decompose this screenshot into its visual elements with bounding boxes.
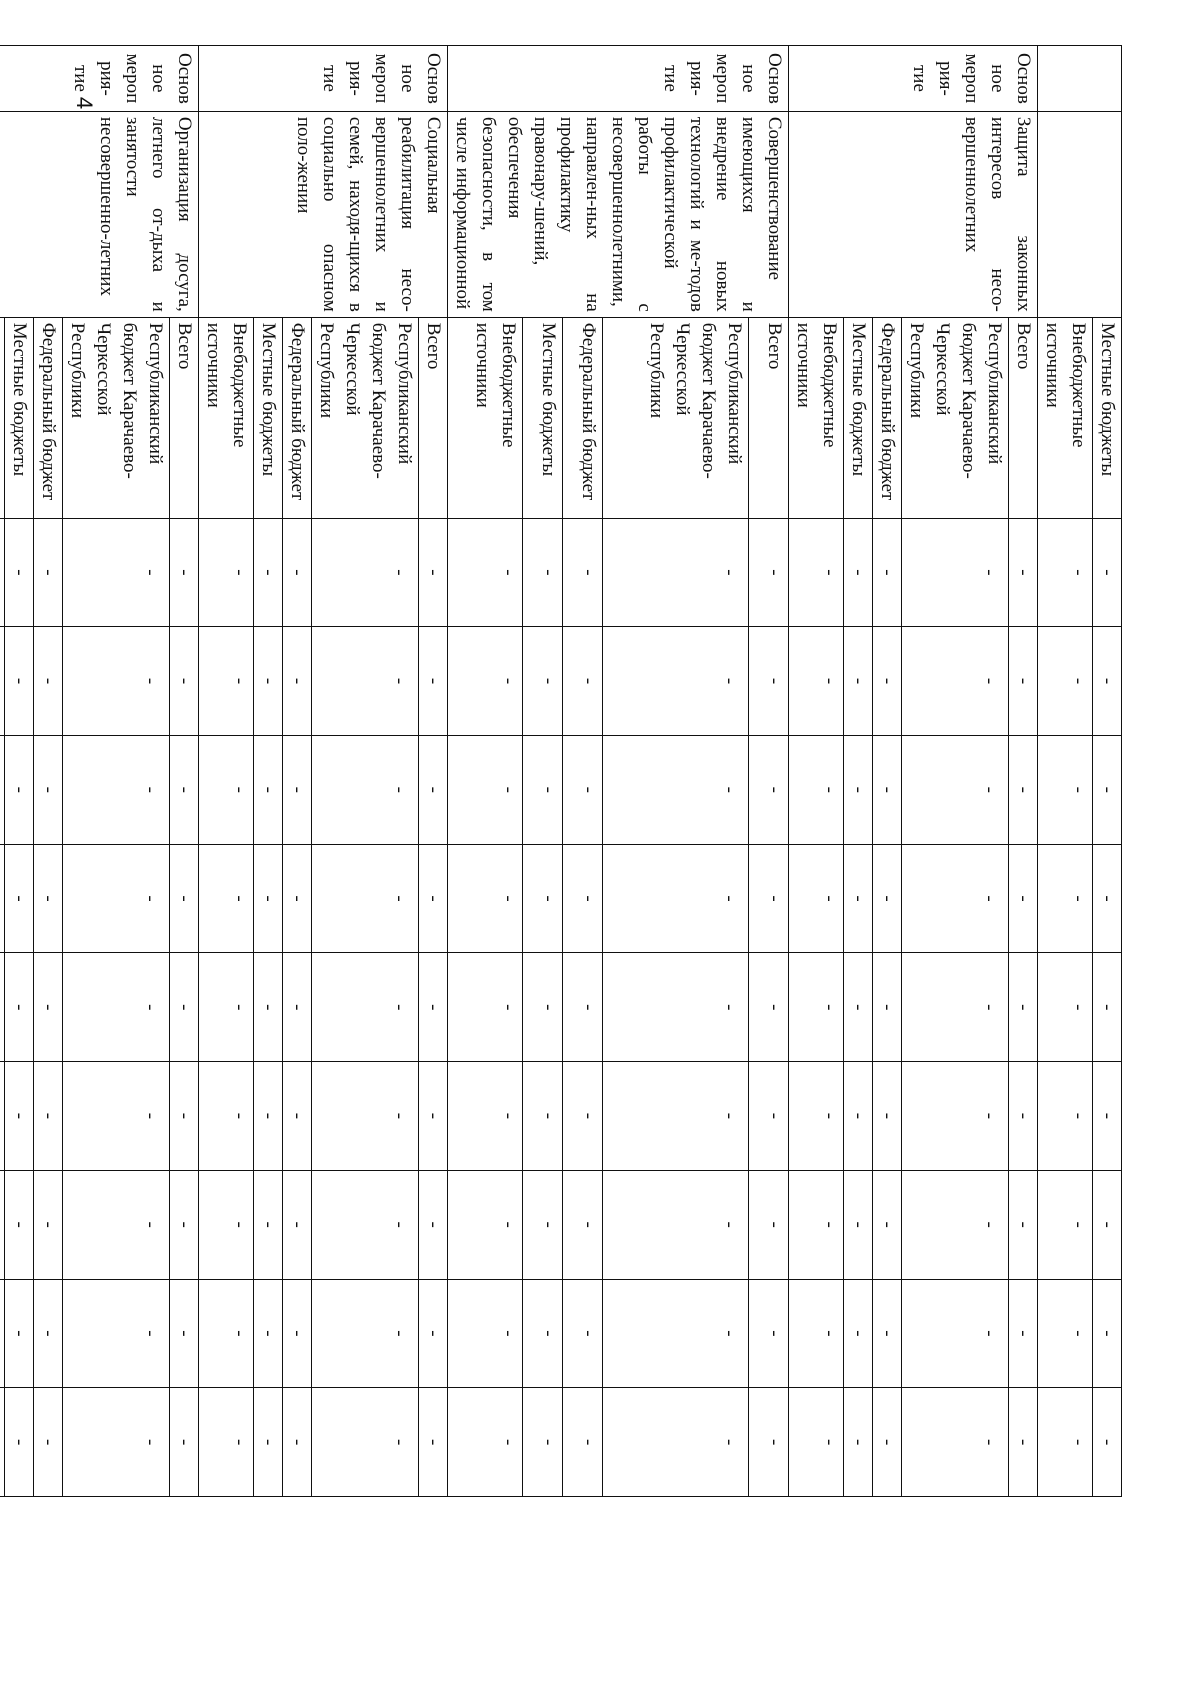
value-cell: -: [312, 844, 419, 953]
value-cell: -: [602, 1170, 749, 1279]
value-cell: -: [902, 1170, 1009, 1279]
value-cell: -: [312, 627, 419, 736]
value-cell: -: [170, 518, 199, 627]
funding-source-cell: Всего: [1009, 317, 1038, 518]
value-cell: -: [5, 735, 34, 844]
value-cell: -: [199, 844, 254, 953]
value-cell: -: [419, 518, 448, 627]
measure-name-cell: Защита законных интересов несо-вершеннолетних: [789, 111, 1038, 317]
value-cell: -: [312, 953, 419, 1062]
value-cell: -: [1009, 1279, 1038, 1388]
value-cell: -: [1093, 1062, 1122, 1171]
value-cell: -: [1038, 1279, 1093, 1388]
value-cell: [0, 627, 5, 736]
value-cell: -: [523, 1388, 563, 1497]
value-cell: -: [1038, 953, 1093, 1062]
value-cell: -: [602, 627, 749, 736]
value-cell: -: [844, 1388, 873, 1497]
measure-name-cell: Социальная реабилитация несо-вершеннолетних и семей, находя-щихся в социально опасном поло-жении: [199, 111, 448, 317]
value-cell: -: [873, 1170, 902, 1279]
value-cell: -: [199, 735, 254, 844]
value-cell: -: [523, 627, 563, 736]
value-cell: -: [902, 735, 1009, 844]
table-row: [170, 46, 199, 1497]
value-cell: -: [789, 627, 844, 736]
value-cell: -: [254, 953, 283, 1062]
value-cell: -: [902, 1388, 1009, 1497]
value-cell: -: [1093, 953, 1122, 1062]
value-cell: -: [5, 953, 34, 1062]
value-cell: -: [1038, 1062, 1093, 1171]
value-cell: -: [749, 627, 789, 736]
value-cell: -: [563, 953, 603, 1062]
value-cell: -: [749, 844, 789, 953]
value-cell: -: [63, 627, 170, 736]
value-cell: -: [789, 1388, 844, 1497]
value-cell: -: [563, 1279, 603, 1388]
value-cell: [0, 844, 5, 953]
value-cell: -: [844, 735, 873, 844]
value-cell: -: [448, 1388, 523, 1497]
funding-source-cell: Федеральный бюджет: [873, 317, 902, 518]
value-cell: -: [602, 1279, 749, 1388]
funding-source-cell: Местные бюджеты: [254, 317, 283, 518]
value-cell: -: [523, 1170, 563, 1279]
value-cell: -: [1038, 844, 1093, 953]
value-cell: -: [199, 1062, 254, 1171]
value-cell: -: [602, 1388, 749, 1497]
value-cell: -: [1093, 627, 1122, 736]
value-cell: -: [749, 1170, 789, 1279]
funding-source-cell: Местные бюджеты: [1093, 317, 1122, 518]
value-cell: -: [602, 844, 749, 953]
value-cell: -: [5, 518, 34, 627]
value-cell: -: [448, 735, 523, 844]
value-cell: [0, 953, 5, 1062]
value-cell: -: [523, 1062, 563, 1171]
value-cell: -: [873, 1279, 902, 1388]
value-cell: -: [902, 1062, 1009, 1171]
value-cell: -: [312, 518, 419, 627]
value-cell: -: [283, 1388, 312, 1497]
value-cell: -: [63, 1062, 170, 1171]
value-cell: [0, 518, 5, 627]
value-cell: -: [5, 1279, 34, 1388]
value-cell: -: [563, 627, 603, 736]
value-cell: -: [789, 735, 844, 844]
value-cell: -: [523, 735, 563, 844]
value-cell: -: [563, 1062, 603, 1171]
value-cell: -: [1093, 1279, 1122, 1388]
value-cell: -: [63, 1170, 170, 1279]
value-cell: -: [199, 953, 254, 1062]
value-cell: -: [749, 1279, 789, 1388]
value-cell: -: [873, 518, 902, 627]
value-cell: -: [602, 518, 749, 627]
value-cell: -: [563, 844, 603, 953]
value-cell: -: [902, 627, 1009, 736]
value-cell: -: [873, 627, 902, 736]
value-cell: -: [448, 844, 523, 953]
table-row: [419, 46, 448, 1497]
value-cell: -: [789, 953, 844, 1062]
measure-type-cell: Основное мероприя-тие: [448, 46, 789, 112]
value-cell: -: [749, 953, 789, 1062]
value-cell: -: [873, 1062, 902, 1171]
value-cell: -: [199, 518, 254, 627]
funding-source-cell: Республиканский бюджет Карачаево-Черкесской Республики: [602, 317, 749, 518]
value-cell: -: [1009, 518, 1038, 627]
measure-type-cell: Основное мероприя-тие: [0, 46, 199, 112]
value-cell: -: [34, 518, 63, 627]
value-cell: [0, 1279, 5, 1388]
value-cell: -: [254, 1062, 283, 1171]
value-cell: -: [844, 844, 873, 953]
value-cell: -: [448, 627, 523, 736]
funding-source-cell: [0, 317, 5, 518]
value-cell: -: [448, 518, 523, 627]
value-cell: -: [873, 1388, 902, 1497]
value-cell: -: [902, 844, 1009, 953]
measure-name-cell: Совершенствование имеющихся и внедрение новых технологий и ме-тодов профилактической работы с несовершеннолетними, направлен-ных на профилактику правонару-шений, обеспечения безопасности, в том числе информационной: [448, 111, 789, 317]
value-cell: -: [283, 1279, 312, 1388]
value-cell: -: [873, 953, 902, 1062]
value-cell: -: [563, 1170, 603, 1279]
value-cell: -: [283, 844, 312, 953]
value-cell: [0, 1170, 5, 1279]
value-cell: -: [170, 844, 199, 953]
value-cell: -: [312, 1279, 419, 1388]
value-cell: -: [199, 1388, 254, 1497]
funding-source-cell: Местные бюджеты: [5, 317, 34, 518]
value-cell: -: [283, 1062, 312, 1171]
value-cell: -: [283, 1170, 312, 1279]
value-cell: -: [602, 1062, 749, 1171]
value-cell: -: [448, 1279, 523, 1388]
value-cell: -: [283, 735, 312, 844]
measure-name-cell: Организация досуга, летнего от-дыха и занятости несовершенно-летних: [0, 111, 199, 317]
value-cell: -: [749, 1388, 789, 1497]
value-cell: -: [749, 518, 789, 627]
value-cell: -: [1009, 844, 1038, 953]
value-cell: -: [5, 1062, 34, 1171]
value-cell: -: [1009, 1170, 1038, 1279]
value-cell: -: [199, 627, 254, 736]
table-row: [1093, 46, 1122, 1497]
value-cell: -: [1009, 627, 1038, 736]
value-cell: -: [789, 844, 844, 953]
value-cell: -: [419, 953, 448, 1062]
continuation-type-cell: [1038, 46, 1122, 112]
value-cell: -: [1093, 735, 1122, 844]
value-cell: -: [523, 1279, 563, 1388]
value-cell: -: [844, 953, 873, 1062]
value-cell: -: [1093, 1388, 1122, 1497]
value-cell: -: [63, 953, 170, 1062]
value-cell: -: [5, 1388, 34, 1497]
value-cell: -: [5, 844, 34, 953]
table-row: [749, 46, 789, 1497]
continuation-name-cell: [1038, 111, 1122, 317]
value-cell: -: [254, 735, 283, 844]
measure-type-cell: Основное мероприя-тие: [789, 46, 1038, 112]
value-cell: -: [1093, 518, 1122, 627]
value-cell: -: [844, 1170, 873, 1279]
value-cell: -: [34, 844, 63, 953]
value-cell: -: [63, 1388, 170, 1497]
value-cell: -: [448, 1062, 523, 1171]
value-cell: -: [34, 1388, 63, 1497]
funding-source-cell: Республиканский бюджет Карачаево-Черкесской Республики: [312, 317, 419, 518]
value-cell: -: [602, 735, 749, 844]
value-cell: -: [34, 627, 63, 736]
value-cell: -: [789, 1170, 844, 1279]
funding-source-cell: Всего: [170, 317, 199, 518]
rotated-table-container: [9, 45, 1122, 1497]
value-cell: -: [419, 844, 448, 953]
funding-source-cell: Внебюджетные источники: [199, 317, 254, 518]
measure-type-cell: Основное мероприя-тие: [199, 46, 448, 112]
value-cell: -: [199, 1170, 254, 1279]
value-cell: -: [34, 1170, 63, 1279]
value-cell: -: [1038, 518, 1093, 627]
value-cell: -: [789, 1279, 844, 1388]
table-body: [0, 46, 1122, 1497]
value-cell: -: [34, 1279, 63, 1388]
value-cell: -: [419, 1388, 448, 1497]
value-cell: -: [902, 953, 1009, 1062]
value-cell: -: [1038, 627, 1093, 736]
funding-source-cell: Республиканский бюджет Карачаево-Черкесской Республики: [902, 317, 1009, 518]
value-cell: -: [844, 627, 873, 736]
value-cell: -: [844, 1062, 873, 1171]
funding-source-cell: Местные бюджеты: [844, 317, 873, 518]
value-cell: -: [563, 1388, 603, 1497]
value-cell: -: [170, 953, 199, 1062]
value-cell: -: [1093, 844, 1122, 953]
value-cell: -: [1009, 953, 1038, 1062]
value-cell: -: [199, 1279, 254, 1388]
value-cell: -: [563, 735, 603, 844]
value-cell: -: [902, 1279, 1009, 1388]
value-cell: -: [254, 1388, 283, 1497]
value-cell: -: [170, 627, 199, 736]
value-cell: -: [1009, 1062, 1038, 1171]
funding-source-cell: Внебюджетные источники: [789, 317, 844, 518]
funding-source-cell: Местные бюджеты: [523, 317, 563, 518]
value-cell: -: [1038, 735, 1093, 844]
value-cell: -: [254, 518, 283, 627]
value-cell: -: [419, 1279, 448, 1388]
funding-source-cell: Федеральный бюджет: [34, 317, 63, 518]
page-number: 4: [72, 96, 98, 110]
value-cell: -: [254, 627, 283, 736]
value-cell: -: [63, 844, 170, 953]
value-cell: -: [419, 1062, 448, 1171]
value-cell: -: [749, 735, 789, 844]
value-cell: -: [170, 735, 199, 844]
funding-source-cell: Федеральный бюджет: [283, 317, 312, 518]
value-cell: -: [283, 953, 312, 1062]
funding-table: [0, 45, 1122, 1497]
value-cell: -: [523, 518, 563, 627]
value-cell: -: [448, 953, 523, 1062]
value-cell: -: [844, 518, 873, 627]
value-cell: -: [254, 844, 283, 953]
value-cell: -: [602, 953, 749, 1062]
value-cell: -: [170, 1388, 199, 1497]
value-cell: -: [789, 518, 844, 627]
value-cell: -: [5, 627, 34, 736]
value-cell: -: [844, 1279, 873, 1388]
value-cell: -: [170, 1279, 199, 1388]
value-cell: -: [1038, 1388, 1093, 1497]
value-cell: -: [1009, 1388, 1038, 1497]
funding-source-cell: Внебюджетные источники: [448, 317, 523, 518]
value-cell: -: [170, 1062, 199, 1171]
value-cell: -: [1009, 735, 1038, 844]
value-cell: -: [873, 844, 902, 953]
value-cell: -: [873, 735, 902, 844]
value-cell: -: [5, 1170, 34, 1279]
value-cell: -: [448, 1170, 523, 1279]
value-cell: -: [902, 518, 1009, 627]
funding-source-cell: Республиканский бюджет Карачаево-Черкесской Республики: [63, 317, 170, 518]
value-cell: -: [749, 1062, 789, 1171]
value-cell: [0, 735, 5, 844]
value-cell: -: [63, 1279, 170, 1388]
value-cell: -: [419, 1170, 448, 1279]
value-cell: -: [789, 1062, 844, 1171]
value-cell: -: [283, 627, 312, 736]
value-cell: -: [419, 627, 448, 736]
value-cell: -: [63, 518, 170, 627]
value-cell: -: [312, 1062, 419, 1171]
value-cell: -: [563, 518, 603, 627]
value-cell: [0, 1388, 5, 1497]
value-cell: -: [419, 735, 448, 844]
value-cell: -: [312, 1388, 419, 1497]
value-cell: -: [523, 953, 563, 1062]
value-cell: -: [34, 953, 63, 1062]
funding-source-cell: Федеральный бюджет: [563, 317, 603, 518]
value-cell: -: [1038, 1170, 1093, 1279]
funding-source-cell: Всего: [419, 317, 448, 518]
value-cell: -: [63, 735, 170, 844]
table-row: [1009, 46, 1038, 1497]
value-cell: -: [312, 735, 419, 844]
funding-source-cell: Всего: [749, 317, 789, 518]
value-cell: -: [254, 1279, 283, 1388]
value-cell: -: [1093, 1170, 1122, 1279]
value-cell: -: [312, 1170, 419, 1279]
value-cell: -: [523, 844, 563, 953]
funding-source-cell: Внебюджетные источники: [1038, 317, 1093, 518]
value-cell: -: [283, 518, 312, 627]
value-cell: -: [170, 1170, 199, 1279]
value-cell: [0, 1062, 5, 1171]
value-cell: -: [34, 1062, 63, 1171]
value-cell: -: [254, 1170, 283, 1279]
value-cell: -: [34, 735, 63, 844]
